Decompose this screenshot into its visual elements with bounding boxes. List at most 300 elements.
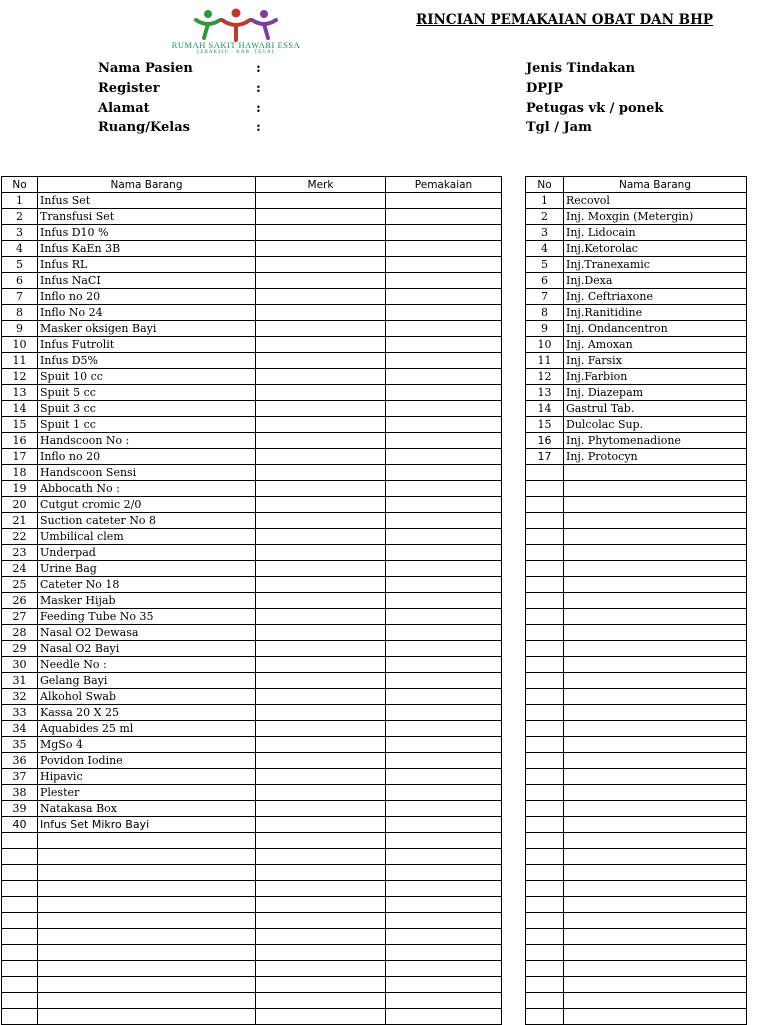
- table-row: [2, 865, 502, 881]
- merk-cell: [256, 353, 386, 369]
- item-name: [564, 865, 747, 881]
- pemakaian-cell: [386, 481, 502, 497]
- item-name: [564, 753, 747, 769]
- table-row: [2, 225, 502, 241]
- pemakaian-cell: [386, 289, 502, 305]
- field-colon: :: [256, 61, 261, 76]
- merk-cell: [256, 913, 386, 929]
- item-name: [38, 929, 256, 945]
- item-name: Gelang Bayi: [38, 673, 256, 689]
- row-number: 5: [526, 257, 564, 273]
- field-label: Petugas vk / ponek: [526, 101, 664, 116]
- row-number: [526, 657, 564, 673]
- row-number: [526, 721, 564, 737]
- merk-cell: [256, 321, 386, 337]
- table-row: [2, 1009, 502, 1025]
- item-name: [564, 529, 747, 545]
- item-name: Nasal O2 Bayi: [38, 641, 256, 657]
- table-row: [526, 289, 747, 305]
- row-number: 4: [526, 241, 564, 257]
- row-number: [526, 497, 564, 513]
- row-number: [526, 945, 564, 961]
- merk-cell: [256, 625, 386, 641]
- col-header-pemakaian: Pemakaian: [386, 177, 502, 193]
- row-number: 8: [2, 305, 38, 321]
- row-number: [526, 481, 564, 497]
- table-row: [2, 257, 502, 273]
- item-name: [38, 881, 256, 897]
- table-row: [2, 689, 502, 705]
- row-number: 1: [2, 193, 38, 209]
- item-name: Handscoon No :: [38, 433, 256, 449]
- row-number: 36: [2, 753, 38, 769]
- pemakaian-cell: [386, 577, 502, 593]
- item-name: Masker Hijab: [38, 593, 256, 609]
- logo-figures-icon: [138, 8, 334, 42]
- row-number: [526, 1009, 564, 1025]
- pemakaian-cell: [386, 753, 502, 769]
- item-name: Underpad: [38, 545, 256, 561]
- table-row: [526, 257, 747, 273]
- item-name: [38, 913, 256, 929]
- table-row: [526, 897, 747, 913]
- row-number: 40: [2, 817, 38, 833]
- row-number: 10: [2, 337, 38, 353]
- pemakaian-cell: [386, 977, 502, 993]
- table-row: [526, 241, 747, 257]
- table-row: [2, 561, 502, 577]
- row-number: 17: [526, 449, 564, 465]
- pemakaian-cell: [386, 897, 502, 913]
- row-number: 38: [2, 785, 38, 801]
- pemakaian-cell: [386, 737, 502, 753]
- row-number: 35: [2, 737, 38, 753]
- item-name: Recovol: [564, 193, 747, 209]
- row-number: 25: [2, 577, 38, 593]
- item-name: [564, 593, 747, 609]
- row-number: [526, 625, 564, 641]
- item-name: [38, 865, 256, 881]
- merk-cell: [256, 865, 386, 881]
- pemakaian-cell: [386, 513, 502, 529]
- pemakaian-cell: [386, 817, 502, 833]
- item-name: Spuit 3 cc: [38, 401, 256, 417]
- table-row: [2, 769, 502, 785]
- row-number: [526, 753, 564, 769]
- item-name: Natakasa Box: [38, 801, 256, 817]
- table-row: [2, 961, 502, 977]
- row-number: 34: [2, 721, 38, 737]
- merk-cell: [256, 673, 386, 689]
- table-row: [2, 481, 502, 497]
- item-name: Feeding Tube No 35: [38, 609, 256, 625]
- row-number: [2, 913, 38, 929]
- pemakaian-cell: [386, 641, 502, 657]
- field-colon: :: [256, 120, 261, 135]
- table-row: [2, 305, 502, 321]
- row-number: [526, 881, 564, 897]
- row-number: [526, 577, 564, 593]
- item-name: [564, 993, 747, 1009]
- row-number: 33: [2, 705, 38, 721]
- row-number: [526, 865, 564, 881]
- merk-cell: [256, 945, 386, 961]
- pemakaian-cell: [386, 689, 502, 705]
- table-row: [526, 833, 747, 849]
- table-row: [526, 993, 747, 1009]
- merk-cell: [256, 529, 386, 545]
- field-label: Register: [98, 81, 160, 96]
- row-number: 20: [2, 497, 38, 513]
- pemakaian-cell: [386, 241, 502, 257]
- row-number: 2: [526, 209, 564, 225]
- merk-cell: [256, 465, 386, 481]
- item-name: Alkohol Swab: [38, 689, 256, 705]
- table-row: [526, 417, 747, 433]
- row-number: 14: [526, 401, 564, 417]
- table-row: [2, 673, 502, 689]
- row-number: 18: [2, 465, 38, 481]
- item-name: Needle No :: [38, 657, 256, 673]
- merk-cell: [256, 257, 386, 273]
- row-number: 28: [2, 625, 38, 641]
- item-name: MgSo 4: [38, 737, 256, 753]
- pemakaian-cell: [386, 913, 502, 929]
- row-number: 2: [2, 209, 38, 225]
- field-label: Ruang/Kelas: [98, 120, 190, 135]
- row-number: [526, 705, 564, 721]
- merk-cell: [256, 193, 386, 209]
- item-name: [564, 801, 747, 817]
- row-number: [526, 545, 564, 561]
- merk-cell: [256, 801, 386, 817]
- row-number: 16: [2, 433, 38, 449]
- table-row: [526, 305, 747, 321]
- row-number: [2, 977, 38, 993]
- table-row: [2, 449, 502, 465]
- item-name: [38, 1009, 256, 1025]
- table-row: [2, 417, 502, 433]
- row-number: 5: [2, 257, 38, 273]
- row-number: [526, 913, 564, 929]
- table-row: [526, 321, 747, 337]
- table-row: [2, 881, 502, 897]
- item-name: Gastrul Tab.: [564, 401, 747, 417]
- row-number: 11: [526, 353, 564, 369]
- item-name: [564, 673, 747, 689]
- table-row: [2, 465, 502, 481]
- merk-cell: [256, 929, 386, 945]
- row-number: [2, 897, 38, 913]
- row-number: [2, 833, 38, 849]
- row-number: 9: [526, 321, 564, 337]
- table-row: [2, 977, 502, 993]
- row-number: 3: [526, 225, 564, 241]
- field-colon: :: [256, 81, 261, 96]
- row-number: [526, 929, 564, 945]
- row-number: 29: [2, 641, 38, 657]
- table-row: [526, 673, 747, 689]
- pemakaian-cell: [386, 545, 502, 561]
- merk-cell: [256, 513, 386, 529]
- merk-cell: [256, 705, 386, 721]
- row-number: 15: [526, 417, 564, 433]
- row-number: 26: [2, 593, 38, 609]
- row-number: 30: [2, 657, 38, 673]
- merk-cell: [256, 657, 386, 673]
- item-name: Hipavic: [38, 769, 256, 785]
- merk-cell: [256, 961, 386, 977]
- table-row: [2, 593, 502, 609]
- merk-cell: [256, 337, 386, 353]
- merk-cell: [256, 241, 386, 257]
- row-number: [2, 849, 38, 865]
- row-number: 13: [526, 385, 564, 401]
- pemakaian-cell: [386, 1009, 502, 1025]
- table-row: [526, 609, 747, 625]
- field-label: Tgl / Jam: [526, 120, 592, 135]
- merk-cell: [256, 561, 386, 577]
- field-label: DPJP: [526, 81, 563, 96]
- item-name: [564, 833, 747, 849]
- table-row: [2, 209, 502, 225]
- item-name: Inflo No 24: [38, 305, 256, 321]
- row-number: 11: [2, 353, 38, 369]
- item-name: Urine Bag: [38, 561, 256, 577]
- col-header-no: No: [526, 177, 564, 193]
- item-name: Inj.Ketorolac: [564, 241, 747, 257]
- row-number: [526, 961, 564, 977]
- merk-cell: [256, 289, 386, 305]
- row-number: [526, 849, 564, 865]
- merk-cell: [256, 401, 386, 417]
- item-name: Inj.Farbion: [564, 369, 747, 385]
- row-number: 10: [526, 337, 564, 353]
- field-label: Nama Pasien: [98, 61, 193, 76]
- merk-cell: [256, 689, 386, 705]
- item-name: [564, 513, 747, 529]
- row-number: 7: [526, 289, 564, 305]
- table-row: [526, 641, 747, 657]
- pemakaian-cell: [386, 801, 502, 817]
- item-name: [564, 561, 747, 577]
- field-label: Jenis Tindakan: [526, 61, 636, 76]
- col-header-merk: Merk: [256, 177, 386, 193]
- table-row: [2, 273, 502, 289]
- pemakaian-cell: [386, 865, 502, 881]
- item-name: [38, 961, 256, 977]
- pemakaian-cell: [386, 465, 502, 481]
- row-number: [2, 929, 38, 945]
- row-number: [526, 689, 564, 705]
- item-name: [564, 785, 747, 801]
- col-header-nama-barang: Nama Barang: [564, 177, 747, 193]
- row-number: 27: [2, 609, 38, 625]
- table-row: [2, 849, 502, 865]
- merk-cell: [256, 737, 386, 753]
- table-row: [526, 401, 747, 417]
- table-row: [2, 385, 502, 401]
- item-name: [564, 881, 747, 897]
- table-row: [526, 801, 747, 817]
- pemakaian-cell: [386, 321, 502, 337]
- table-row: [2, 721, 502, 737]
- row-number: 23: [2, 545, 38, 561]
- table-row: [2, 433, 502, 449]
- table-row: [2, 753, 502, 769]
- table-row: [2, 401, 502, 417]
- item-name: [38, 945, 256, 961]
- merk-cell: [256, 209, 386, 225]
- table-row: [526, 705, 747, 721]
- merk-cell: [256, 817, 386, 833]
- table-row: [2, 321, 502, 337]
- pemakaian-cell: [386, 945, 502, 961]
- hospital-logo: [138, 8, 334, 54]
- item-name: [564, 705, 747, 721]
- item-name: Masker oksigen Bayi: [38, 321, 256, 337]
- item-name: Nasal O2 Dewasa: [38, 625, 256, 641]
- table-row: [526, 1009, 747, 1025]
- item-name: Infus Set Mikro Bayi: [38, 817, 256, 833]
- row-number: [526, 897, 564, 913]
- row-number: 9: [2, 321, 38, 337]
- table-row: [526, 449, 747, 465]
- table-row: [526, 689, 747, 705]
- item-name: Cateter No 18: [38, 577, 256, 593]
- row-number: 37: [2, 769, 38, 785]
- row-number: [526, 833, 564, 849]
- row-number: [2, 865, 38, 881]
- row-number: 3: [2, 225, 38, 241]
- row-number: 17: [2, 449, 38, 465]
- item-name: [564, 897, 747, 913]
- item-name: [564, 465, 747, 481]
- table-row: [526, 945, 747, 961]
- row-number: 32: [2, 689, 38, 705]
- row-number: [2, 993, 38, 1009]
- row-number: 6: [526, 273, 564, 289]
- pemakaian-cell: [386, 305, 502, 321]
- merk-cell: [256, 369, 386, 385]
- table-row: [526, 337, 747, 353]
- table-row: [526, 385, 747, 401]
- row-number: [526, 609, 564, 625]
- pemakaian-cell: [386, 385, 502, 401]
- table-row: [2, 497, 502, 513]
- item-name: Inflo no 20: [38, 289, 256, 305]
- table-row: [2, 929, 502, 945]
- item-name: Inj.Ranitidine: [564, 305, 747, 321]
- row-number: 8: [526, 305, 564, 321]
- item-name: Inj. Phytomenadione: [564, 433, 747, 449]
- item-name: Inj. Moxgin (Metergin): [564, 209, 747, 225]
- row-number: [2, 1009, 38, 1025]
- pemakaian-cell: [386, 593, 502, 609]
- pemakaian-cell: [386, 449, 502, 465]
- item-name: [564, 497, 747, 513]
- row-number: [526, 513, 564, 529]
- pemakaian-cell: [386, 401, 502, 417]
- merk-cell: [256, 1009, 386, 1025]
- row-number: 1: [526, 193, 564, 209]
- pemakaian-cell: [386, 673, 502, 689]
- item-name: [38, 977, 256, 993]
- merk-cell: [256, 609, 386, 625]
- bhp-table: [1, 176, 502, 1025]
- pemakaian-cell: [386, 929, 502, 945]
- item-name: [564, 977, 747, 993]
- row-number: 31: [2, 673, 38, 689]
- row-number: 12: [2, 369, 38, 385]
- row-number: 39: [2, 801, 38, 817]
- merk-cell: [256, 385, 386, 401]
- item-name: [564, 737, 747, 753]
- row-number: [2, 881, 38, 897]
- item-name: Spuit 10 cc: [38, 369, 256, 385]
- table-row: [526, 769, 747, 785]
- merk-cell: [256, 225, 386, 241]
- pemakaian-cell: [386, 497, 502, 513]
- item-name: [564, 817, 747, 833]
- row-number: [526, 801, 564, 817]
- item-name: [564, 849, 747, 865]
- table-row: [526, 977, 747, 993]
- row-number: 14: [2, 401, 38, 417]
- item-name: Inflo no 20: [38, 449, 256, 465]
- item-name: [564, 769, 747, 785]
- merk-cell: [256, 305, 386, 321]
- item-name: Inj. Protocyn: [564, 449, 747, 465]
- item-name: Spuit 5 cc: [38, 385, 256, 401]
- pemakaian-cell: [386, 609, 502, 625]
- table-row: [526, 353, 747, 369]
- table-row: [526, 529, 747, 545]
- merk-cell: [256, 449, 386, 465]
- merk-cell: [256, 417, 386, 433]
- merk-cell: [256, 977, 386, 993]
- table-row: [2, 513, 502, 529]
- table-row: [526, 817, 747, 833]
- item-name: [38, 849, 256, 865]
- table-row: [526, 657, 747, 673]
- merk-cell: [256, 833, 386, 849]
- merk-cell: [256, 897, 386, 913]
- row-number: [526, 817, 564, 833]
- merk-cell: [256, 993, 386, 1009]
- pemakaian-cell: [386, 273, 502, 289]
- row-number: 7: [2, 289, 38, 305]
- item-name: Infus Set: [38, 193, 256, 209]
- pemakaian-cell: [386, 257, 502, 273]
- table-row: [2, 801, 502, 817]
- pemakaian-cell: [386, 705, 502, 721]
- table-row: [2, 289, 502, 305]
- merk-cell: [256, 769, 386, 785]
- pemakaian-cell: [386, 769, 502, 785]
- pemakaian-cell: [386, 785, 502, 801]
- row-number: 22: [2, 529, 38, 545]
- merk-cell: [256, 593, 386, 609]
- pemakaian-cell: [386, 993, 502, 1009]
- pemakaian-cell: [386, 209, 502, 225]
- col-header-nama-barang: Nama Barang: [38, 177, 256, 193]
- table-row: [526, 433, 747, 449]
- item-name: Infus NaCI: [38, 273, 256, 289]
- item-name: Inj. Amoxan: [564, 337, 747, 353]
- table-row: [526, 849, 747, 865]
- table-row: [2, 241, 502, 257]
